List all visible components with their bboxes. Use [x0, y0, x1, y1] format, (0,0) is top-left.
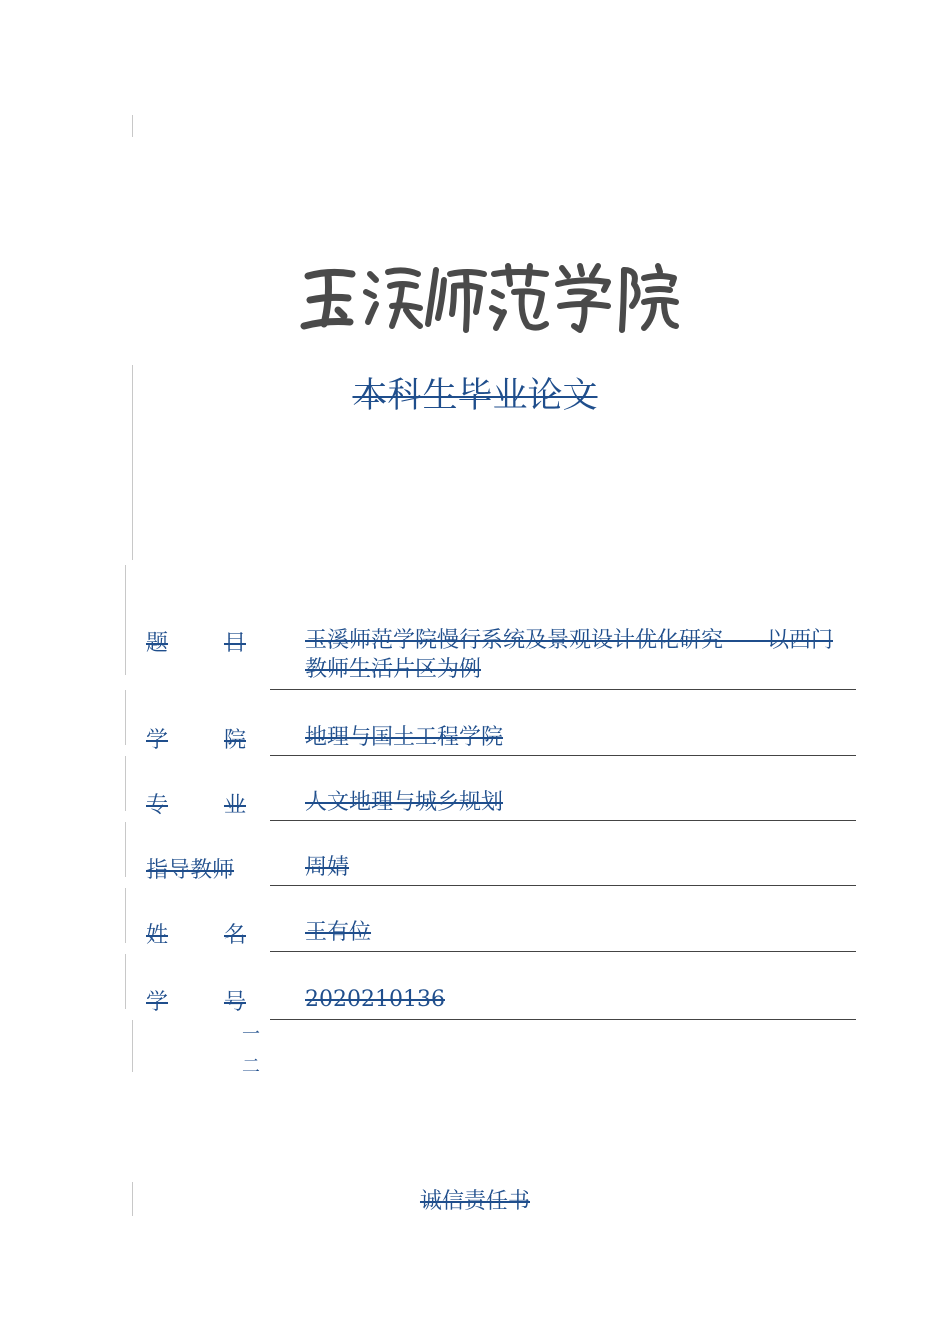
revision-mark: 一	[242, 1024, 260, 1045]
field-label-college: 学 院	[146, 728, 246, 753]
calligraphy-logo-image	[300, 262, 680, 338]
field-underline	[270, 689, 856, 690]
margin-bar	[125, 888, 126, 943]
field-underline	[270, 755, 856, 756]
field-value-advisor: 周婧	[305, 855, 350, 880]
margin-bar	[125, 954, 126, 1009]
document-type-title: 本科生毕业论文	[352, 376, 598, 416]
field-label-name: 姓 名	[146, 923, 246, 948]
margin-bar	[125, 756, 126, 811]
margin-bar	[132, 115, 133, 137]
field-label-topic: 题 目	[146, 631, 246, 656]
margin-bar	[125, 565, 126, 675]
field-underline	[270, 1019, 856, 1020]
field-underline	[270, 820, 856, 821]
revision-mark: 二	[242, 1056, 260, 1077]
field-label-student-id: 学 号	[146, 990, 246, 1015]
margin-bar	[125, 822, 126, 877]
university-logo	[300, 262, 680, 338]
field-value-college: 地理与国土工程学院	[305, 725, 504, 750]
field-value-student-id: 2020210136	[305, 987, 445, 1012]
field-underline	[270, 951, 856, 952]
field-label-major: 专 业	[146, 793, 246, 818]
field-value-topic: 玉溪师范学院慢行系统及景观设计优化研究——以西门教师生活片区为例	[305, 628, 834, 682]
margin-bar	[132, 1020, 133, 1072]
integrity-heading: 诚信责任书	[419, 1189, 530, 1214]
field-label-advisor: 指导教师	[146, 858, 235, 883]
field-underline	[270, 885, 856, 886]
field-value-major: 人文地理与城乡规划	[305, 790, 504, 815]
field-value-name: 王有位	[305, 920, 372, 945]
margin-bar	[125, 690, 126, 745]
